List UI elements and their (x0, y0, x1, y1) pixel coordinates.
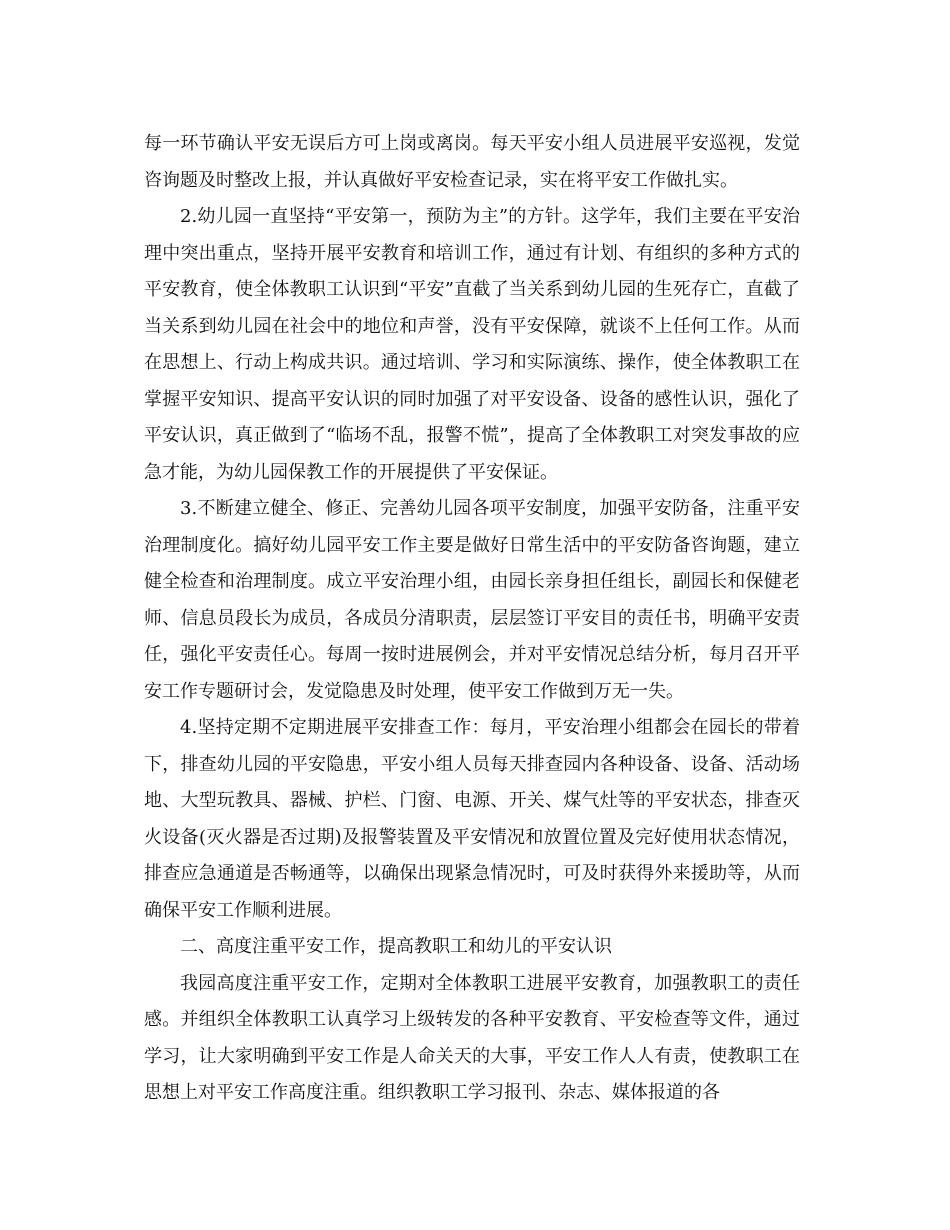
paragraph-item-2: 2.幼儿园一直坚持“平安第一，预防为主”的方针。这学年，我们主要在平安治理中突出重点，坚持开展平安教育和培训工作，通过有计划、有组织的多种方式的平安教育，使全体教职工认识到“平安”直截了当关系到幼儿园的生死存亡，直截了当关系到幼儿园在社会中的地位和声誉，没有平安保障，就谈不上任何工作。从而在思想上、行动上构成共识。通过培训、学习和实际演练、操作，使全体教职工在掌握平安知识、提高平安认识的同时加强了对平安设备、设备的感性认识，强化了平安认识，真正做到了“临场不乱，报警不慌”，提高了全体教职工对突发事故的应急才能，为幼儿园保教工作的开展提供了平安保证。 (144, 206, 800, 483)
paragraph-continuation: 每一环节确认平安无误后方可上岗或离岗。每天平安小组人员进展平安巡视，发觉咨询题及时整改上报，并认真做好平安检查记录，实在将平安工作做扎实。 (144, 133, 800, 191)
paragraph-section-body: 我园高度注重平安工作，定期对全体教职工进展平安教育，加强教职工的责任感。并组织全体教职工认真学习上级转发的各种平安教育、平安检查等文件，通过学习，让大家明确到平安工作是人命关天的大事，平安工作人人有责，使教职工在思想上对平安工作高度注重。组织教职工学习报刊、杂志、媒体报道的各 (144, 972, 800, 1103)
paragraph-item-4: 4.坚持定期不定期进展平安排查工作：每月，平安治理小组都会在园长的带着下，排查幼儿园的平安隐患，平安小组人员每天排查园内各种设备、设备、活动场地、大型玩教具、器械、护栏、门窗、电源、开关、煤气灶等的平安状态，排查灭火设备(灭火器是否过期)及报警装置及平安情况和放置位置及完好使用状态情况，排查应急通道是否畅通等，以确保出现紧急情况时，可及时获得外来援助等，从而确保平安工作顺利进展。 (144, 717, 800, 921)
document-body (144, 126, 800, 1112)
section-heading: 二、高度注重平安工作，提高教职工和幼儿的平安认识 (180, 936, 612, 957)
paragraph-item-3: 3.不断建立健全、修正、完善幼儿园各项平安制度，加强平安防备，注重平安治理制度化。搞好幼儿园平安工作主要是做好日常生活中的平安防备咨询题，建立健全检查和治理制度。成立平安治理小组，由园长亲身担任组长，副园长和保健老师、信息员段长为成员，各成员分清职责，层层签订平安目的责任书，明确平安责任，强化平安责任心。每周一按时进展例会，并对平安情况总结分析，每月召开平安工作专题研讨会，发觉隐患及时处理，使平安工作做到万无一失。 (144, 498, 800, 702)
